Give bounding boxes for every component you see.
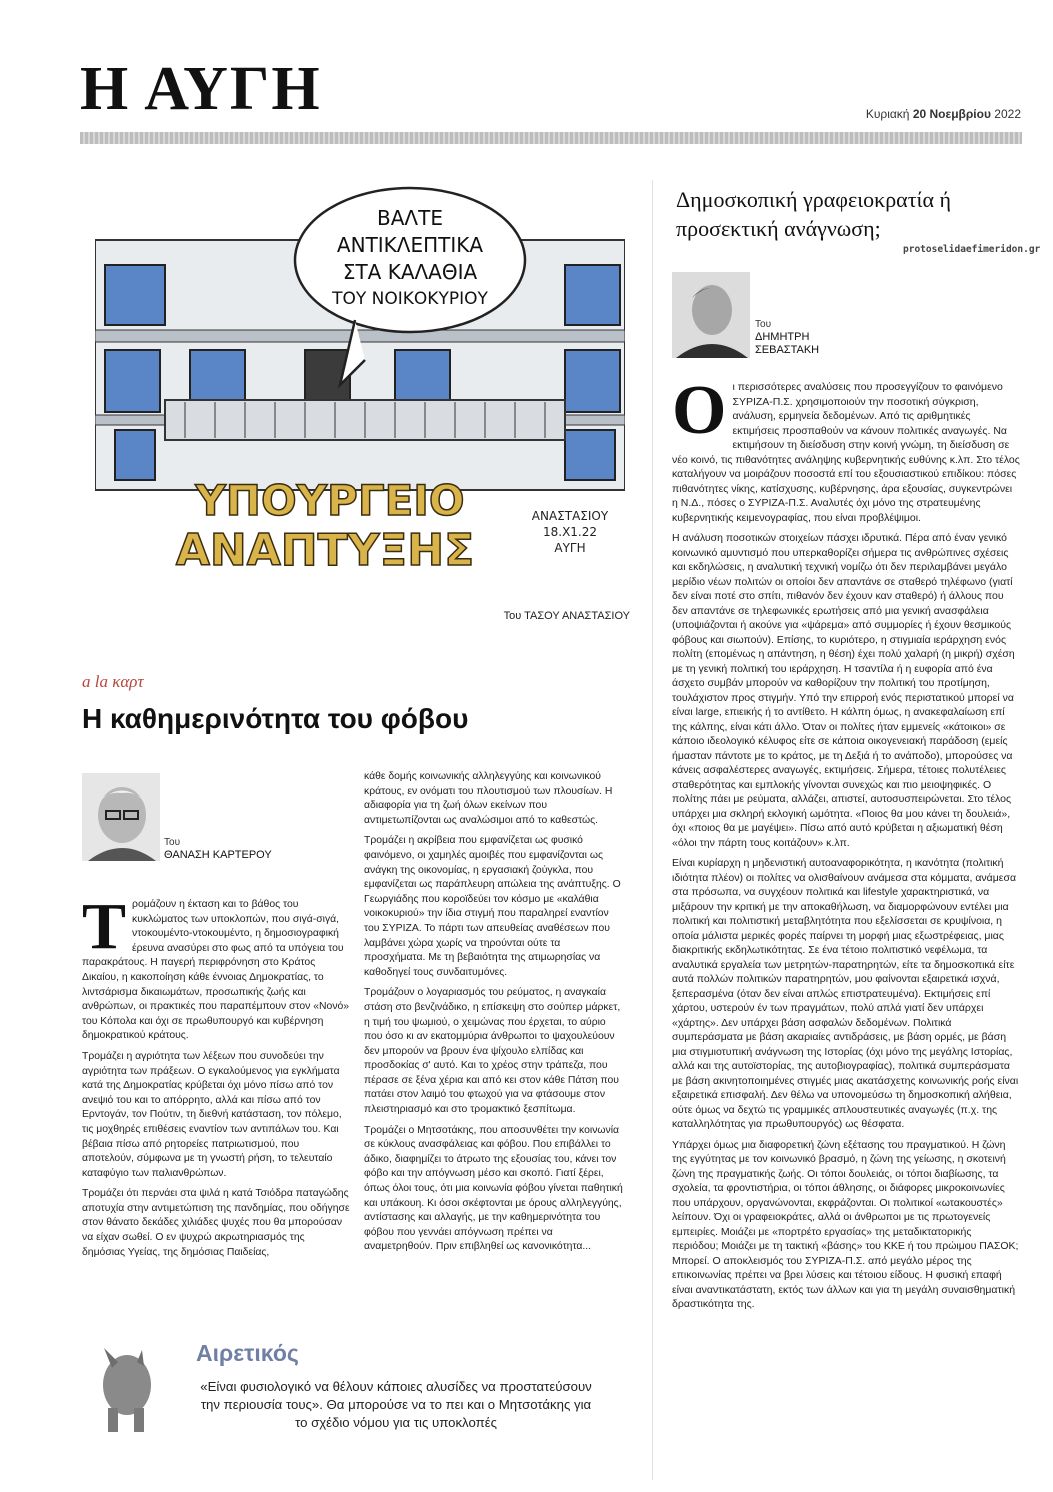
rhino-icon: [82, 1340, 167, 1435]
author-byline: [164, 836, 272, 862]
paragraph: Τρομάζει η ακρίβεια που εμφανίζεται ως φυσικό φαινόμενο, οι χαμηλές αμοιβές που εμφανίζονται ως ανάγκη της οικονομίας, η εργασιακή ζούγκλα, που εμφανίζεται ως παράπλευρη απώλεια της ανάπτυξης. Ο Γεωργιάδης που κοροϊδεύει τον κόσμο με «καλάθια νοικοκυριού» την ίδια στιγμή που παραληρεί εναντίον του ΣΥΡΙΖΑ. Το πάρτι των απευθείας αναθέσεων που λαμβάνει χώρα χωρίς να τηρούνται ούτε τα προσχήματα. Με τη βεβαιότητα της ατιμωρησίας να καθοδηγεί τους συνδαιτυμόνες.: [364, 835, 621, 978]
credit-name: ΤΑΣΟΥ ΑΝΑΣΤΑΣΙΟΥ: [524, 610, 630, 622]
paragraph: Τρομάζει ο Μητσοτάκης, που αποσυνθέτει την κοινωνία σε κύκλους ανασφάλειας και φόβου. Που επιβάλλει το άδικο, διαφημίζει το άτρωτο της εξουσίας του, κάνει τον φόβο και την απόγνωση μέσο και σκοπό. Γιατί ξέρει, όπως όλοι τους, ότι μια κοινωνία φόβου γίνεται παθητική και υπάκουη. Κι όσοι σκέφτονται με όρους αλληλεγγύης, αντίστασης και αλλαγής, με την καθημερινότητα του φόβου που γεννάει απόγνωση πρέπει να αναμετρηθούν. Πριν επιβληθεί ως κανονικότητα...: [364, 1124, 623, 1253]
article-headline: Η καθημερινότητα του φόβου: [82, 703, 469, 734]
opinion-title: Δημοσκοπική γραφειοκρατία ή προσεκτική ανάγνωση;: [676, 187, 951, 241]
byline-name-first: ΔΗΜΗΤΡΗ: [755, 331, 810, 343]
paragraph: Η ανάλυση ποσοτικών στοιχείων πάσχει ιδρυτικά. Πέρα από έναν γενικό κοινωνικό αμυντισμό που υπερκαθορίζει σήμερα τις ανθρώπινες σχέσεις και εκδηλώσεις, η αναλυτική τεχνική νομίζω ότι δεν περιλαμβάνει μεγάλο μερίδιο νέων πολιτών οι οποίοι δεν απαντάνε σε σταθερό τηλέφωνο (γιατί δεν είναι ποτέ στο σπίτι, πιθανόν δεν έχουν καν σταθερό) ή άλλους που δεν απαντάνε σε τηλεφωνικές ερωτήσεις από μια γενική ανασφάλεια (υποψιάζονται ή ακούνε για «ψάρεμα» από συμμορίες ή έχουν θεσμικούς φόβους και σιωπούν). Επίσης, το κυριότερο, η στιγμιαία ιεράρχηση ενός πολίτη (επομένως η απάντηση, η θέση) έχει πολύ χαλαρή (η μικρή) σχέση με τη γενική πολιτική του ιεράρχηση. Η τσαντίλα ή η ευφορία από ένα άσχετο συμβάν μπορούν να καθορίζουν την πολιτική του προτίμηση, τουλάχιστον προς στιγμήν. Υπό την επιρροή ενός περιστατικού μπορεί να είναι large, επιεικής ή το αντίθετο. Η κάλπη όμως, η ανακεφαλαίωση επί της κάλπης, είναι κάτι άλλο. Όταν οι πολίτες ήταν εμμενείς «κάτοικοι» σε κάποιο ιδεολογικό κέλυφος είτε σε κάποια οικογενειακή παράδοση (εμείς ήμασταν πάντοτε με το κράτος, με τη Δεξιά ή το ανάποδο), μπορούσες να κάνεις ασφαλέστερες αναγωγές, εκτιμήσεις. Σήμερα, τέτοιες πολυτέλειες σταθερότητας και εμπλοκής γίνονται συνεχώς και πιο μειοψηφικές. Ο πολίτης πάει με ρεύματα, αλλάζει, απιστεί, αυτοσυσπειρώνεται. Στο τέλος υπάρχει μια σκληρή εκλογική ωμότητα. «Ποιος θα μου κάνει τη δουλειά», όχι «ποιος θα με μαγέψει». Πίσω από αυτό κρύβεται η αξιωματική θέση «όλοι την πάρτη τους κοιτάζουν» κ.λπ.: [672, 532, 1015, 849]
signature-line-3: ΑΥΓΗ: [554, 541, 586, 555]
window: [105, 350, 160, 412]
speech-line-4: ΤΟΥ ΝΟΙΚΟΚΥΡΙΟΥ: [332, 289, 488, 309]
column-divider: [652, 180, 653, 1480]
sign-line-2: ΑΝΑΠΤΥΞΗΣ: [175, 525, 475, 576]
dropcap: Τ: [82, 890, 127, 963]
date-day-month: 20 Νοεμβρίου: [912, 107, 991, 121]
credit-prefix: Του: [503, 610, 522, 622]
paragraph: Τρομάζει η αγριότητα των λέξεων που συνοδεύει την αγριότητα των πράξεων. Ο εγκαλούμενος για εγκλήματα κατά της Δημοκρατίας κρύβεται όχι μόνο πίσω από τον ανεψιό του και το απόρρητο, αλλά και πίσω από τον Ερντογάν, τον Πούτιν, τη διεθνή κατάσταση, τον πόλεμο, τις μοχθηρές επιθέσεις εναντίον των αντιπάλων του. Και βέβαια πίσω από ρητορείες πατριωτισμού, που αποτελούν, σύμφωνα με τη γνωστή ρήση, το τελευταίο καταφύγιο των παλιανθρώπων.: [82, 1050, 342, 1179]
paragraph: ι περισσότερες αναλύσεις που προσεγγίζουν το φαινόμενο ΣΥΡΙΖΑ-Π.Σ. χρησιμοποιούν την ποσοτική σύγκριση, ανάλυση, ερμηνεία δεδομένων. Από τις αριθμητικές εκτιμήσεις προσπαθούν να κάνουν πολιτικές αναγωγές. Να εκτιμήσουν τη διείσδυση στην κοινή γνώμη, τη διείσδυση σε νέο κοινό, τις πιθανότητες ανάληψης κυβερνητικής ευθύνης κ.λπ. Στο τέλος καταλήγουν να μοιράζουν ποσοστά επί του εξουσιαστικού επιδίκου: πόσες πιθανότητες νίκης, κατίσχυσης, κυβέρνησης, άρα εξουσίας, συγκεντρώνει η Ν.Δ., πόσες ο ΣΥΡΙΖΑ-Π.Σ. Αναλυτές όχι μόνο της στρατευμένης κυβερνητικής κειμενογραφίας, που είναι προβλέψιμοι.: [672, 381, 1020, 524]
paragraph: ρομάζουν η έκταση και το βάθος του κυκλώματος των υποκλοπών, που σιγά-σιγά, ντοκουμέντο-ντοκουμέντο, η δημοσιογραφική έρευνα ανασύρει στο φως από τα υπόγεια του παρακράτους. Η παγερή περιφρόνηση στο Κράτος Δικαίου, η κακοποίηση κάθε έννοιας Δημοκρατίας, το λιντσάρισμα δικαιωμάτων, προσωπικής ζωής και ανθρώπων, οι πρακτικές που παραπέμπουν στον «Νονό» του Κόπολα και όχι σε πρωθυπουργό και κυβέρνηση δημοκρατικού κράτους.: [82, 899, 350, 1042]
speech-line-1: ΒΑΛΤΕ: [377, 206, 443, 230]
paragraph: Είναι κυρίαρχη η μηδενιστική αυτοαναφορικότητα, η ικανότητα (πολιτική ιδιότητα πλέον) οι πολίτες να ολισθαίνουν ανάμεσα στα κόμματα, ανάμεσα στα πρόσωπα, να συγχέουν πολιτικά και lifestyle χαρακτηριστικά, να μιξάρουν την κριτική με την αποκαθήλωση, να διαμορφώνουν εντέλει μια πολιτική και πολιτιστική μεταβλητότητα που εξελίσσεται σε κρυψίνοια, η οποία μάλιστα μερικές φορές παίρνει τη μορφή μιας εξωστρέφειας, μιας διακριτικής εκδηλωτικότητας. Σε ένα τέτοιο πολιτιστικό νεφέλωμα, τα αναλυτικά εργαλεία των μετρητών-παρατηρητών, είτε τα δημοσκοπικά είτε αυτά πολλών πολιτικών παρατηρητών, μου φαίνονται εξαιρετικά ισχνά, ξεπερασμένα (όταν δεν είναι απλώς επιστρατευμένα). Εκτιμήσεις επί χάρτου, υστερούν έν των πραγμάτων, πολύ απλά γιατί δεν υπάρχει «χάρτης». Δεν υπάρχει βάση ασφαλών δεδομένων. Πολιτικά συμπεράσματα με βάση ακαριαίες αντιδράσεις, με βάση ορμές, με βάση μια στιγμιοτυπική ανάγνωση της Ιστορίας (όχι μόνο της μεγάλης Ιστορίας, αλλά και της αυτοϊστορίας, της αυτοβιογραφίας), πολιτικά συμπεράσματα με βάση ακινητοποιημένες στιγμές μιας ακατάσχετης κοινωνικής ροής είναι εξαιρετικά επισφαλή. Δεν θέλω να υπονομεύσω τη δημοσκοπική αλήθεια, ούτε όμως να δεχτώ τις γραμμικές απλουστευτικές αναγωγές (π.χ. της καταλληλότητας για πρωθυπουργός) ως θέσφατα.: [672, 857, 1019, 1130]
window: [565, 265, 620, 325]
paragraph: κάθε δομής κοινωνικής αλληλεγγύης και κοινωνικού κράτους, εν ονόματι του πλουτισμού των πλουσίων. Η αδιαφορία για τη ζωή όλων εκείνων που αντιμετωπίζονται ως αναλώσιμοι από το καθεστώς.: [364, 771, 613, 826]
watermark: protoselidaefimeridon.gr: [903, 244, 1041, 255]
byline-name-last: ΣΕΒΑΣΤΑΚΗ: [755, 344, 820, 356]
byline-name: ΘΑΝΑΣΗ ΚΑΡΤΕΡΟΥ: [164, 849, 272, 861]
byline-prefix: Του: [755, 319, 772, 330]
date-year: 2022: [994, 107, 1021, 121]
article1-column-1: [82, 890, 350, 1266]
signature-line-1: ΑΝΑΣΤΑΣΙΟΥ: [531, 509, 609, 523]
sign-line-1: ΥΠΟΥΡΓΕΙΟ: [195, 476, 465, 525]
opinion-body: [672, 372, 1020, 1318]
opinion-author-portrait: [672, 272, 750, 358]
sidebar-quote: «Είναι φυσιολογικό να θέλουν κάποιες αλυσίδες να προστατεύσουν την περιουσία τους». Θα μπορούσε να το πει και ο Μητσοτάκης για το σχέδιο νόμου για τις υποκλοπές: [200, 1379, 592, 1430]
paragraph: Τρομάζει ότι περνάει στα ψιλά η κατά Τσιόδρα παταγώδης αποτυχία στην αντιμετώπιση της πανδημίας, που οδήγησε στον θάνατο δεκάδες χιλιάδες ψυχές που θα μπορούσαν να είχαν σωθεί. Ο εν ψυχρώ ακρωτηριασμός της δημόσιας Υγείας, της δημόσιας Παιδείας,: [82, 1188, 350, 1258]
sidebar-title: Αιρετικός: [196, 1340, 299, 1366]
article1-column-2: [364, 770, 624, 1261]
byline-prefix: Του: [164, 837, 181, 848]
speech-line-2: ΑΝΤΙΚΛΕΠΤΙΚΑ: [336, 233, 484, 257]
masthead-title: Η ΑΥΓΗ: [80, 55, 322, 123]
paragraph: Τρομάζουν ο λογαριασμός του ρεύματος, η αναγκαία στάση στο βενζινάδικο, η επίσκεψη στο σούπερ μάρκετ, η τιμή του ψωμιού, ο χειμώνας που έρχεται, το αύριο που όσο κι αν εκατομμύρια άνθρωποι το ψαχουλεύουν δεν μπορούν να βρουν ένα ψίχουλο ελπίδας και προσδοκίας σ' αυτό. Και το χρέος στην τράπεζα, που πέρασε σε ξένα χέρια και από κει στον κάθε Πάτση που πατάει στον λαιμό του φτωχού για να φτάσουμε στον πλειστηριασμό και στο τρομακτικό ξεσπίτωμα.: [364, 987, 621, 1116]
date-weekday: Κυριακή: [865, 107, 910, 121]
cartoon-credit: [430, 610, 630, 622]
window: [105, 265, 165, 325]
column-kicker: a la καρτ: [82, 672, 144, 691]
opinion-byline: [755, 318, 819, 357]
author-portrait: [82, 773, 160, 861]
window: [565, 350, 620, 412]
signature-line-2: 18.X1.22: [542, 525, 598, 539]
dropcap: Ο: [672, 372, 727, 449]
masthead-rule: [80, 132, 1022, 144]
editorial-cartoon: [95, 180, 625, 580]
paragraph: Υπάρχει όμως μια διαφορετική ζώνη εξέτασης του πραγματικού. Η ζώνη της εγγύτητας με τον κοινωνικό βρασμό, η ζώνη της γείωσης, η σκοτεινή ζώνη της πραγματικής ζωής. Οι τόποι δουλειάς, οι τόποι διαβίωσης, τα σχολεία, τα φροντιστήρια, οι τόποι άθλησης, οι διάφορες μικροκοινωνίες που υπάρχουν, οργανώνονται, εκφράζονται. Οι πολιτικοί «ωτακουστές» λείπουν. Όχι οι γραφειοκράτες, αλλά οι άνθρωποι με τις πρωτογενείς εμπειρίες. Μοιάζει με «πορτρέτο εργασίας» της μεταδικτατορικής περιόδου; Μοιάζει με τη τακτική «βάσης» του ΚΚΕ ή του πρώιμου ΠΑΣΟΚ; Μπορεί. Ο αποκλεισμός του ΣΥΡΙΖΑ-Π.Σ. από μεγάλο μέρος της επικοινωνίας πρέπει να βρει λύσεις και τέτοιου είδους. Η φυσική επαφή είναι αναντικατάστατη, εκτός των άλλων και για τη μεγάλη συναισθηματική δραστικότητα της.: [672, 1138, 1019, 1310]
dateline: [866, 107, 1021, 121]
speech-line-3: ΣΤΑ ΚΑΛΑΘΙΑ: [342, 260, 478, 284]
